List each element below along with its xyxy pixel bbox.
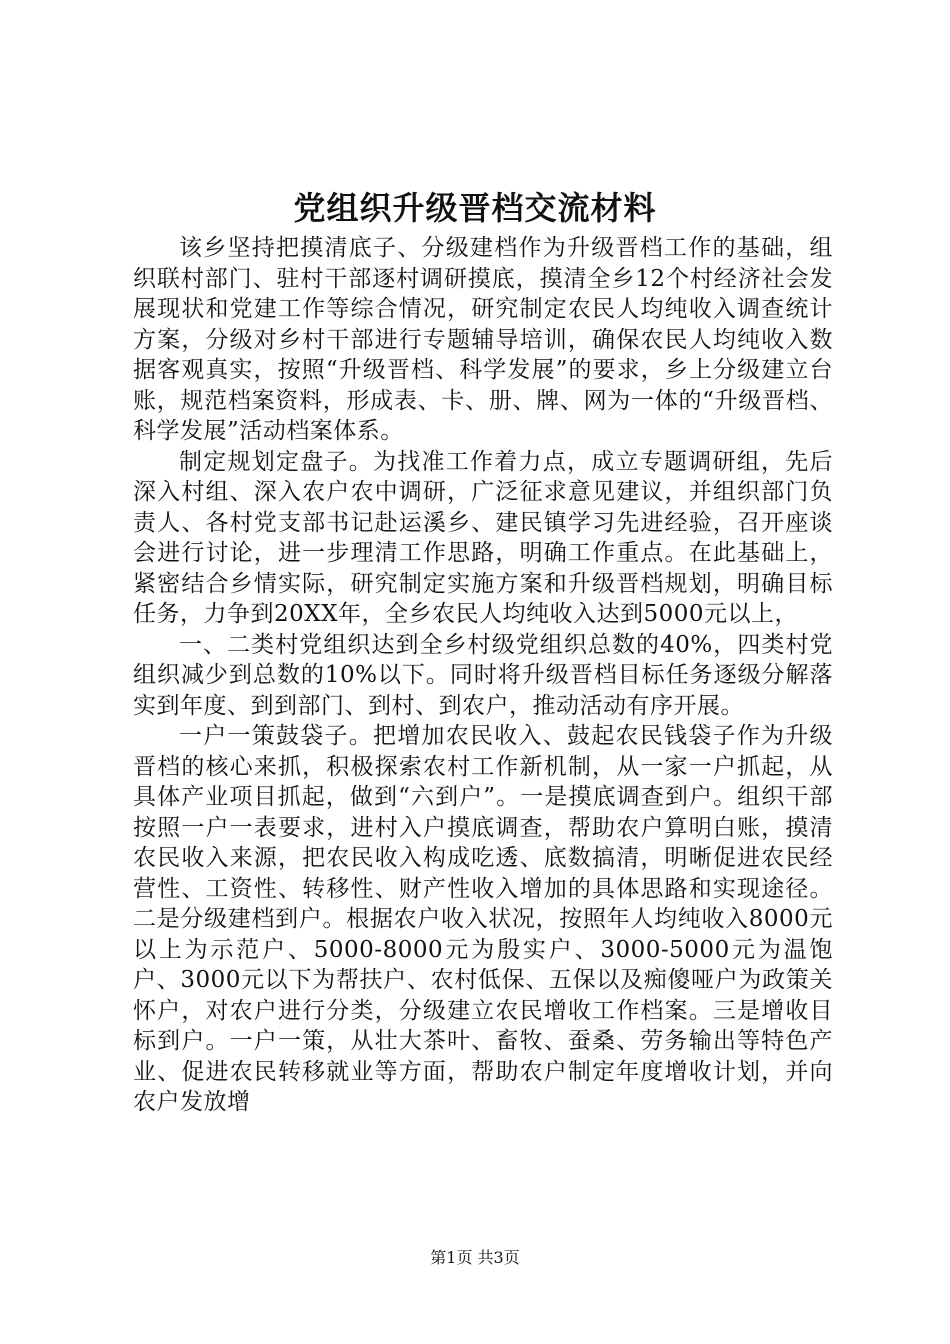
paragraph: 制定规划定盘子。为找准工作着力点，成立专题调研组，先后深入村组、深入农户农中调研，广泛征求意见建议，并组织部门负责人、各村党支部书记赴运溪乡、建民镇学习先进经验，召开座谈会进行讨论，进一步理清工作思路，明确工作重点。在此基础上，紧密结合乡情实际，研究制定实施方案和升级晋档规划，明确目标任务，力争到20XX年，全乡农民人均纯收入达到5000元以上， bbox=[133, 448, 833, 627]
paragraph: 一、二类村党组织达到全乡村级党组织总数的40%，四类村党组织减少到总数的10%以下。同时将升级晋档目标任务逐级分解落实到年度、到到部门、到村、到农户，推动活动有序开展。 bbox=[133, 631, 833, 719]
page-title: 党组织升级晋档交流材料 bbox=[293, 189, 657, 227]
document-body bbox=[133, 233, 833, 1118]
page-footer: 第1页 共3页 bbox=[430, 1248, 520, 1267]
paragraph: 该乡坚持把摸清底子、分级建档作为升级晋档工作的基础，组织联村部门、驻村干部逐村调研摸底，摸清全乡12个村经济社会发展现状和党建工作等综合情况，研究制定农民人均纯收入调查统计方案，分级对乡村干部进行专题辅导培训，确保农民人均纯收入数据客观真实，按照“升级晋档、科学发展”的要求，乡上分级建立台账，规范档案资料，形成表、卡、册、牌、网为一体的“升级晋档、科学发展”活动档案体系。 bbox=[133, 235, 833, 444]
paragraph: 一户一策鼓袋子。把增加农民收入、鼓起农民钱袋子作为升级晋档的核心来抓，积极探索农村工作新机制，从一家一户抓起，从具体产业项目抓起，做到“六到户”。一是摸底调查到户。组织干部按照一户一表要求，进村入户摸底调查，帮助农户算明白账，摸清农民收入来源，把农民收入构成吃透、底数搞清，明晰促进农民经营性、工资性、转移性、财产性收入增加的具体思路和实现途径。二是分级建档到户。根据农户收入状况，按照年人均纯收入8000元以上为示范户、5000-8000元为殷实户、3000-5000元为温饱户、3000元以下为帮扶户、农村低保、五保以及痴傻哑户为政策关怀户，对农户进行分类，分级建立农民增收工作档案。三是增收目标到户。一户一策，从壮大茶叶、畜牧、蚕桑、劳务输出等特色产业、促进农民转移就业等方面，帮助农户制定年度增收计划，并向农户发放增 bbox=[133, 723, 833, 1115]
